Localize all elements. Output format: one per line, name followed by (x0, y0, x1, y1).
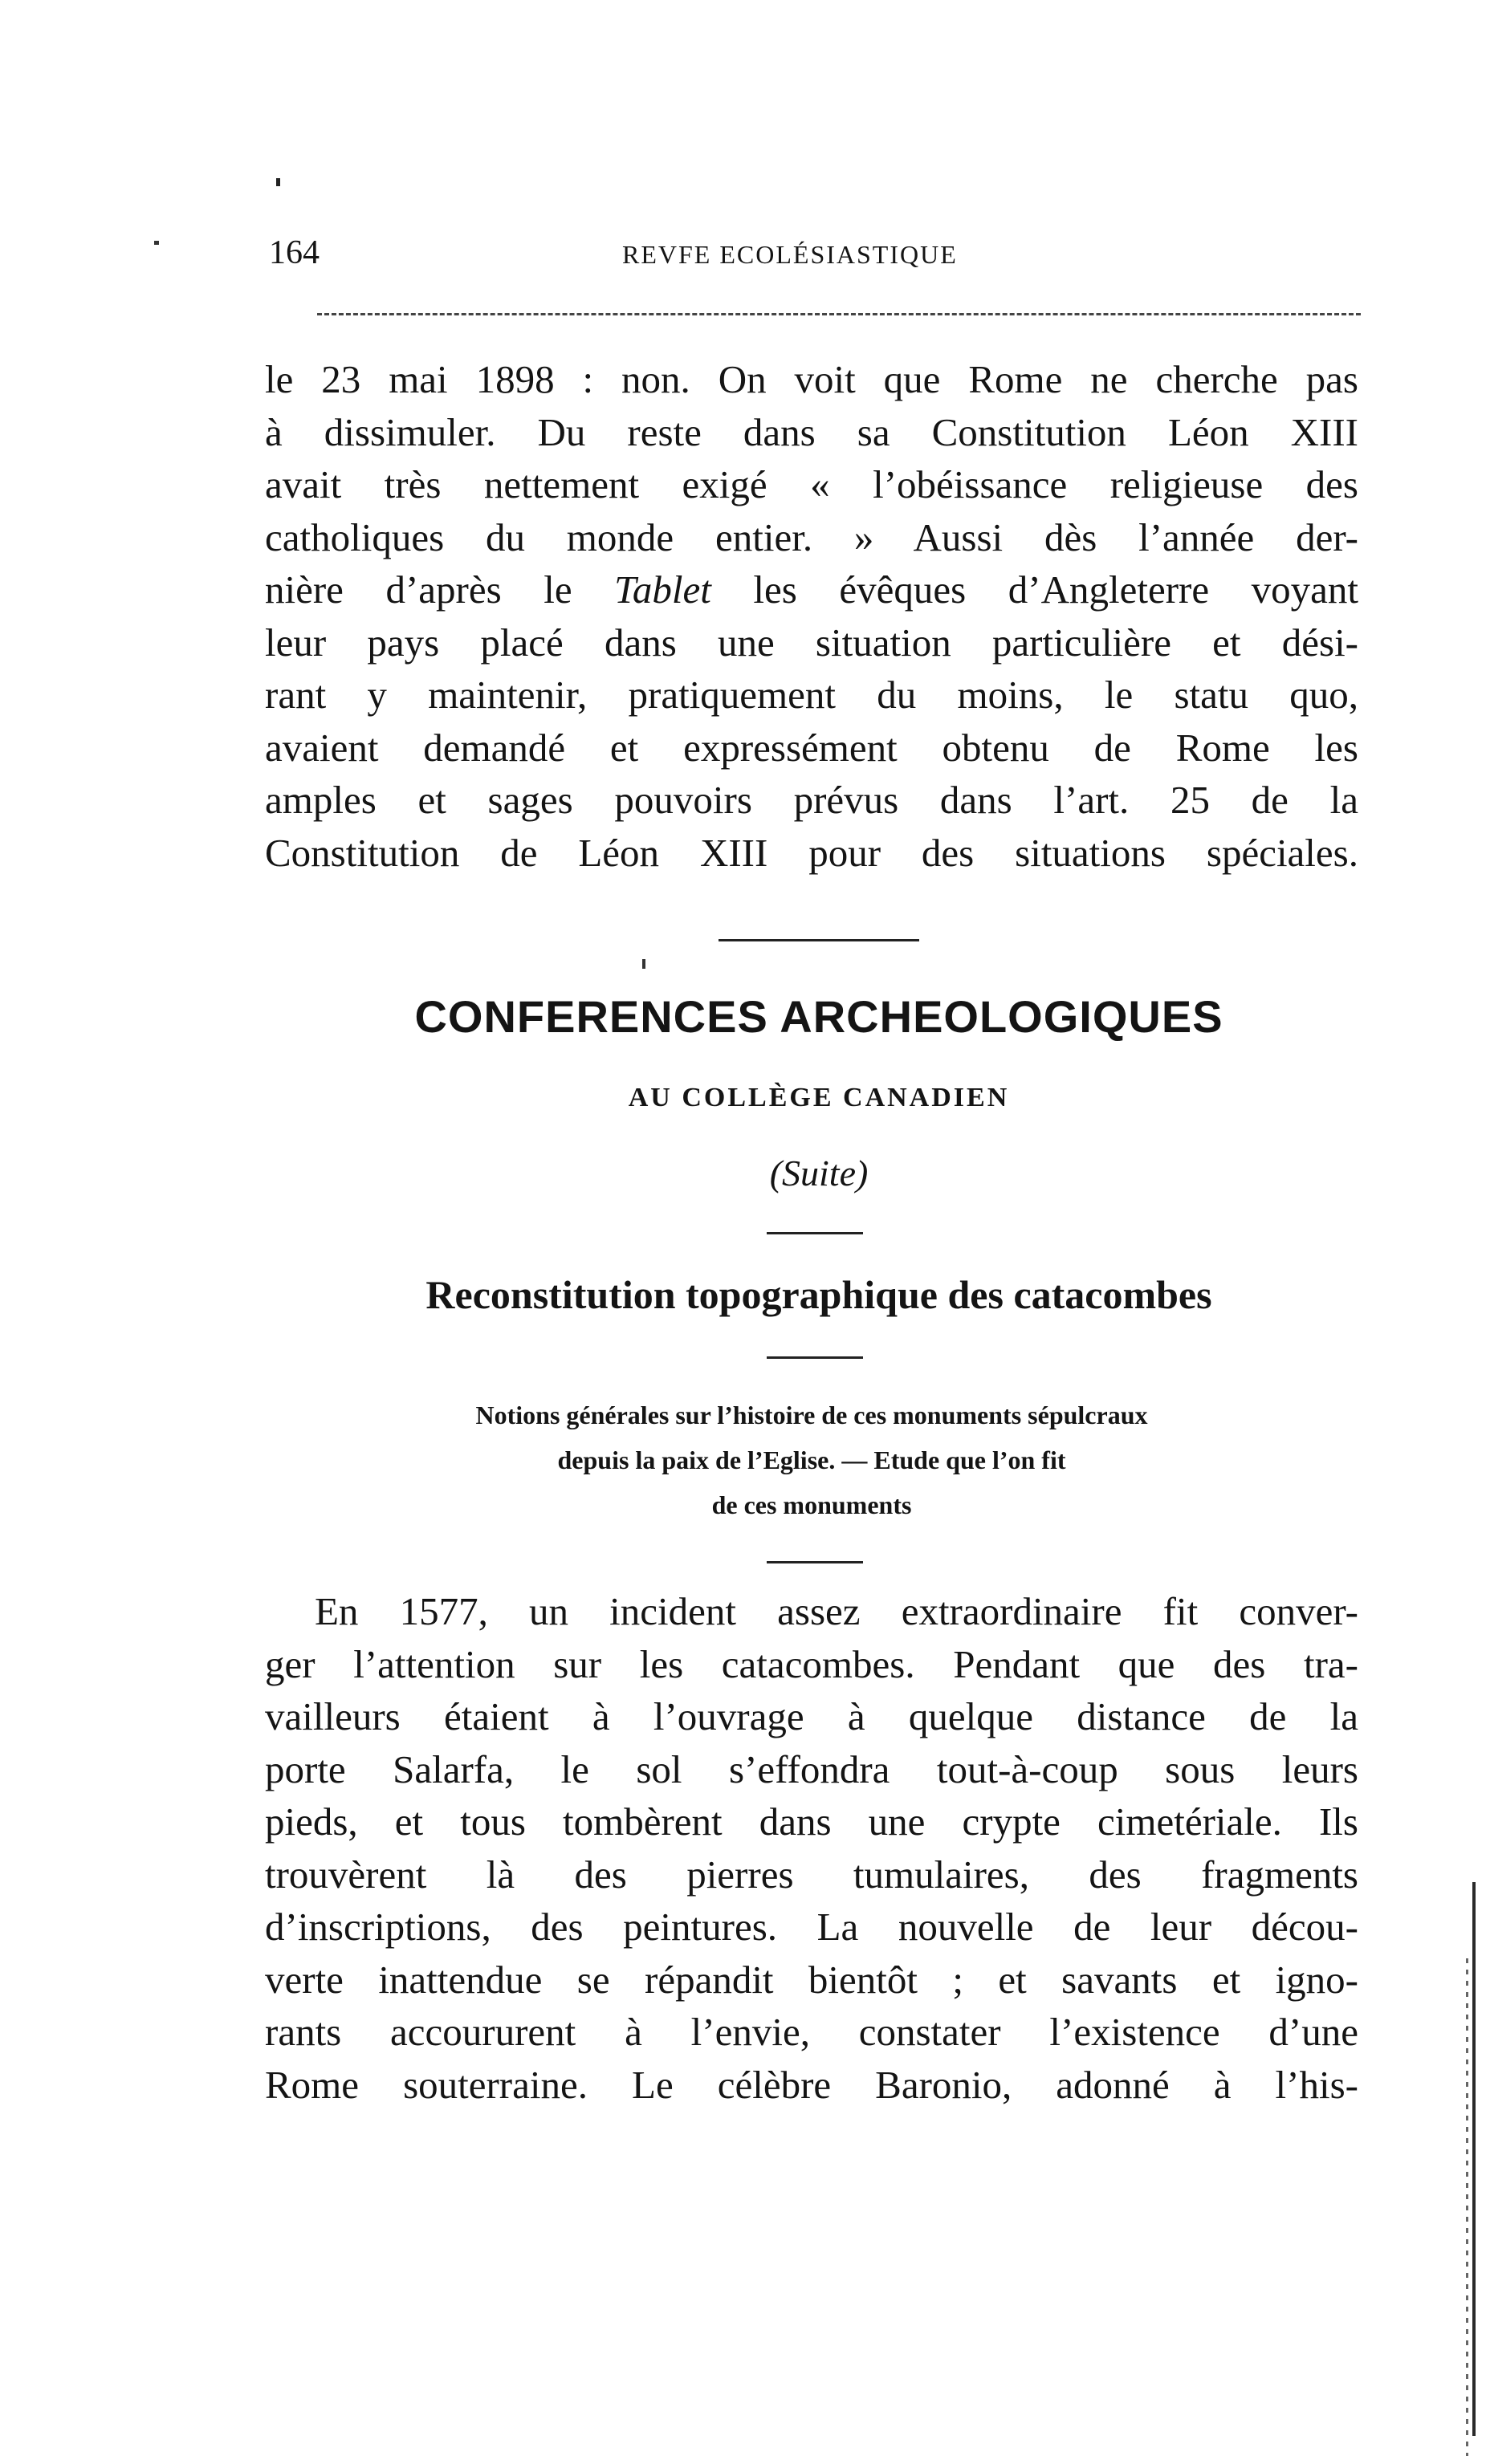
suite-label: (Suite) (769, 1153, 869, 1193)
text-line: d’inscriptions, des peintures. La nouvelle de leur décou- (265, 1905, 1358, 1949)
text-fragment: nière d’après le (265, 567, 615, 612)
section-title: CONFERENCES ARCHEOLOGIQUES (414, 991, 1223, 1042)
scan-speck (276, 178, 280, 186)
text-line: avaient demandé et expressément obtenu de Rome les (265, 725, 1358, 770)
text-line: verte inattendue se répandit bientôt ; et savants et igno- (265, 1957, 1358, 2002)
text-line-with-italic (265, 563, 1358, 616)
scan-speck (642, 959, 645, 969)
summary-line: de ces monuments (711, 1490, 912, 1519)
text-line: pieds, et tous tombèrent dans une crypte cimetériale. Ils (265, 1799, 1358, 1844)
text-line: à dissimuler. Du reste dans sa Constitution Léon XIII (265, 409, 1358, 454)
header-rule (317, 313, 1361, 315)
italic-title-tablet: Tablet (614, 567, 711, 612)
text-line: amples et sages pouvoirs prévus dans l’art. 25 de la (265, 778, 1358, 822)
page-number: 164 (269, 234, 320, 271)
text-line: rants accoururent à l’envie, constater l’existence d’une (265, 2010, 1358, 2054)
summary-line: depuis la paix de l’Eglise. — Etude que l’on fit (557, 1445, 1066, 1474)
text-line: rant y maintenir, pratiquement du moins, le statu quo, (265, 673, 1358, 717)
text-line: Rome souterraine. Le célèbre Baronio, adonné à l’his- (265, 2062, 1358, 2107)
scan-margin-edge (1472, 1882, 1476, 2436)
text-line: porte Salarfa, le sol s’effondra tout-à-coup sous leurs (265, 1746, 1358, 1791)
text-line: ger l’attention sur les catacombes. Pendant que des tra- (265, 1641, 1358, 1686)
chapter-summary (265, 1393, 1358, 1527)
summary-line: Notions générales sur l’histoire de ces monuments sépulcraux (475, 1401, 1148, 1429)
text-line: catholiques du monde entier. » Aussi dès l’année der- (265, 514, 1358, 559)
section-subtitle: AU COLLÈGE CANADIEN (628, 1083, 1010, 1112)
section-divider (719, 939, 919, 941)
text-fragment: les évêques d’Angleterre voyant (710, 567, 1358, 612)
paragraph-main (265, 1585, 1358, 2111)
scan-speck (154, 241, 159, 245)
text-line: En 1577, un incident assez extraordinaire fit conver- (315, 1589, 1358, 1633)
text-line: le 23 mai 1898 : non. On voit que Rome ne cherche pas (265, 357, 1358, 401)
text-line: Constitution de Léon XIII pour des situations spéciales. (265, 830, 1358, 875)
text-line: leur pays placé dans une situation particulière et dési- (265, 620, 1358, 665)
running-head: REVFE ECOLÉSIASTIQUE (622, 240, 958, 269)
page-header (269, 233, 1361, 273)
paragraph-continuation (265, 353, 1358, 879)
short-divider (767, 1356, 863, 1359)
text-line: avait très nettement exigé « l’obéissance religieuse des (265, 462, 1358, 506)
scan-margin-noise (1466, 1958, 1468, 2456)
text-line: trouvèrent là des pierres tumulaires, des fragments (265, 1852, 1358, 1897)
short-divider (767, 1232, 863, 1234)
chapter-heading: Reconstitution topographique des catacombes (425, 1272, 1212, 1317)
short-divider (767, 1561, 863, 1563)
text-line: vailleurs étaient à l’ouvrage à quelque distance de la (265, 1694, 1358, 1738)
